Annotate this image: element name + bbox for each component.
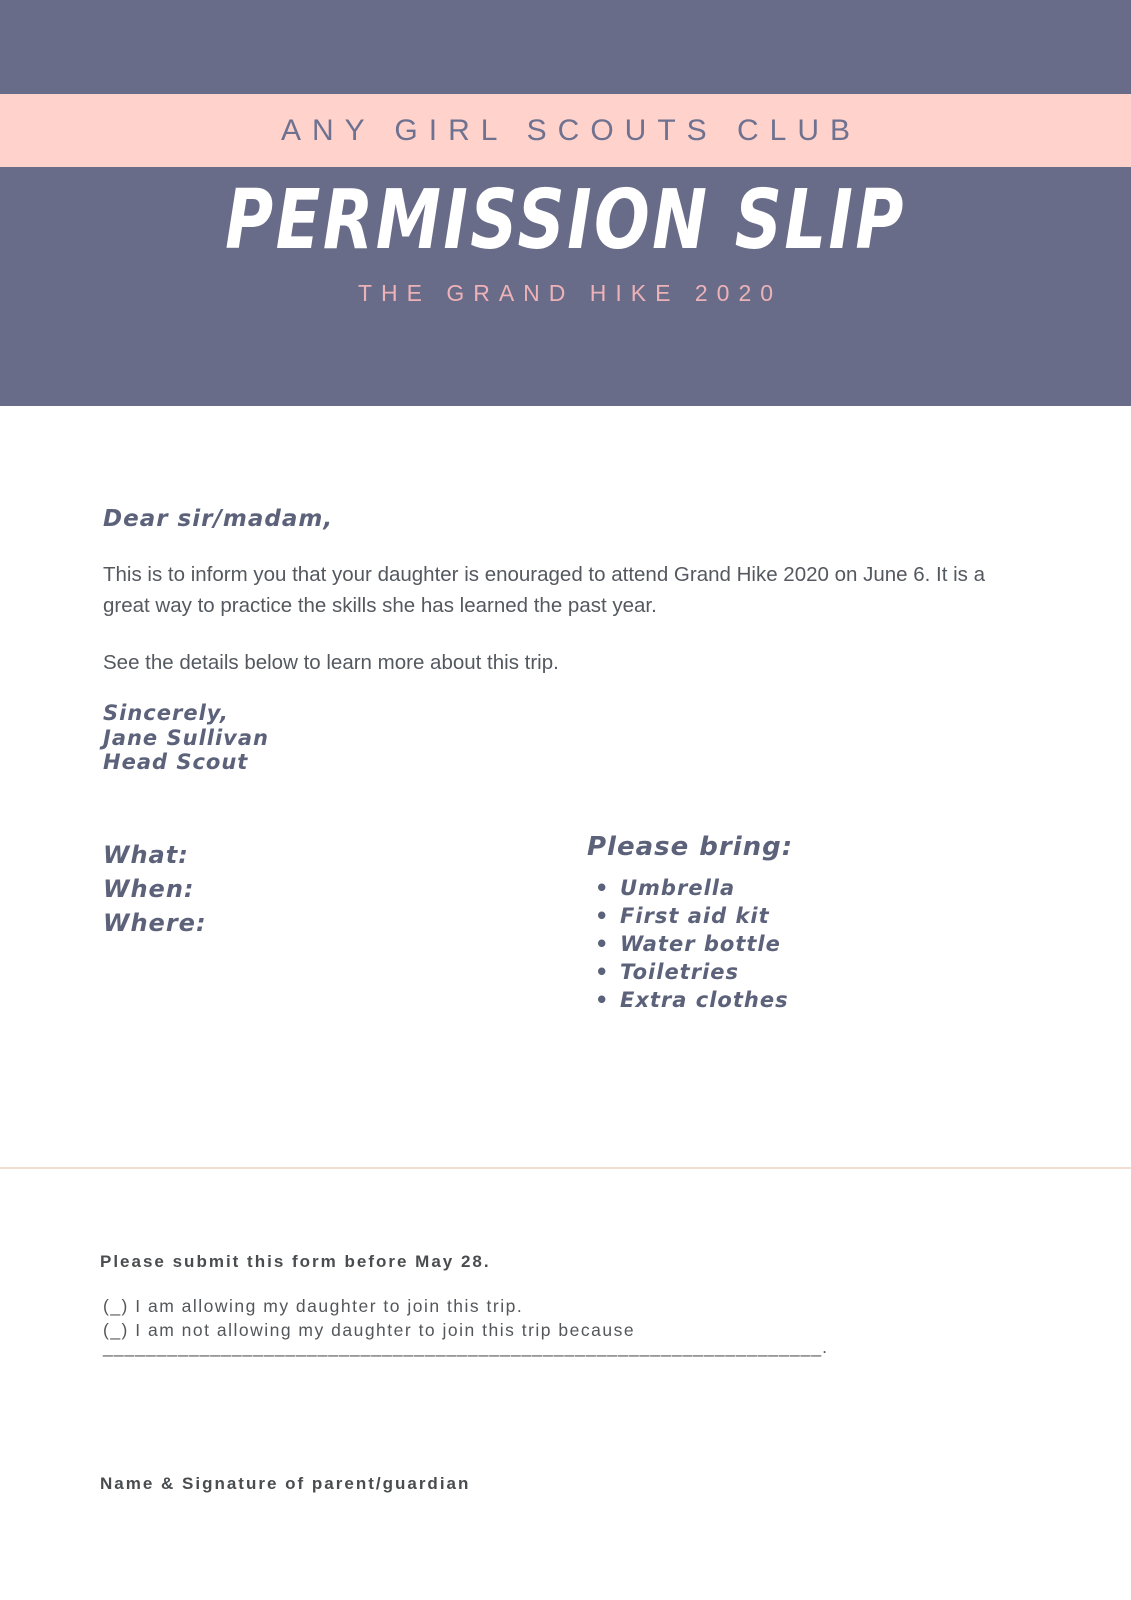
event-subtitle: THE GRAND HIKE 2020: [357, 280, 783, 306]
signature-line-label: Name & Signature of parent/guardian: [100, 1474, 471, 1493]
list-item: • Water bottle: [587, 930, 793, 958]
list-item: • Extra clothes: [587, 986, 793, 1014]
please-bring-heading: Please bring:: [587, 832, 794, 862]
please-bring-list: [587, 874, 793, 1014]
signer-name: Jane Sullivan: [103, 725, 269, 750]
submission-deadline: Please submit this form before May 28.: [100, 1252, 491, 1271]
option-allow[interactable]: (_) I am allowing my daughter to join this trip.: [103, 1296, 524, 1316]
section-divider: [0, 1167, 1131, 1169]
letter-paragraph-2: See the details below to learn more about this trip.: [103, 651, 559, 674]
club-name: ANY GIRL SCOUTS CLUB: [280, 113, 862, 147]
field-label-when: When:: [103, 875, 195, 903]
document-title: PERMISSION SLIP: [225, 173, 906, 268]
letter-paragraph-1: This is to inform you that your daughter is enouraged to attend Grand Hike 2020 on June 6. It is a great way to practice the skills she has learned the past year.: [103, 563, 986, 617]
option-disallow[interactable]: (_) I am not allowing my daughter to join this trip because: [103, 1320, 636, 1340]
header-banner: [0, 0, 1131, 406]
list-item: • Umbrella: [587, 874, 793, 902]
field-label-where: Where:: [103, 909, 207, 937]
signer-title: Head Scout: [103, 750, 249, 774]
please-bring-block: [587, 832, 793, 1014]
reason-blank-line[interactable]: ___________________________________________________________________.: [103, 1337, 828, 1357]
consent-options: [103, 1294, 635, 1342]
field-label-what: What:: [103, 841, 189, 869]
list-item: • First aid kit: [587, 902, 793, 930]
trip-fields: [103, 838, 207, 940]
closing: Sincerely,: [103, 701, 229, 725]
signature-block: [103, 701, 269, 775]
club-name-band: [0, 94, 1131, 167]
salutation: Dear sir/madam,: [103, 506, 334, 532]
list-item: • Toiletries: [587, 958, 793, 986]
